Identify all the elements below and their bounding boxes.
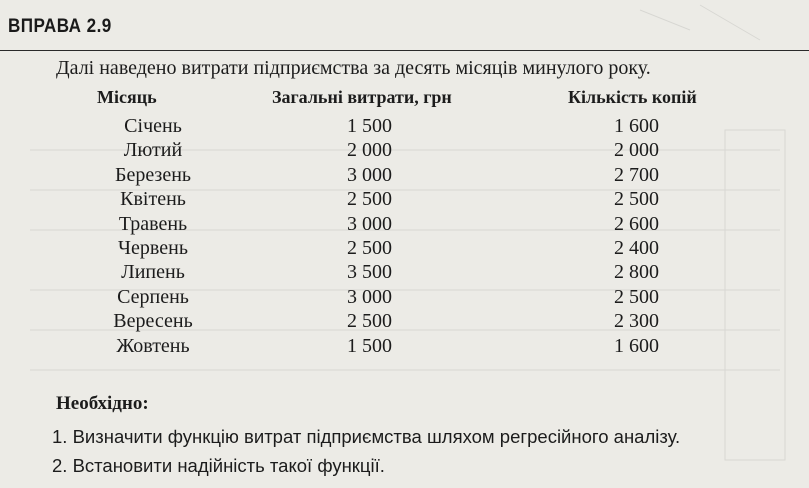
header-total-cost: Загальні витрати, грн (272, 87, 452, 107)
requirement-item: 2. Встановити надійність такої функції. (52, 455, 385, 476)
table-row (0, 285, 809, 309)
table-body (0, 114, 809, 358)
cell-copies: 2 500 (614, 285, 659, 308)
cell-copies: 2 600 (614, 212, 659, 235)
cell-month (90, 236, 240, 260)
cell-month-text: Вересень (113, 310, 193, 333)
cell-month (90, 309, 240, 333)
cell-total-cost: 3 000 (347, 285, 392, 308)
table-row (0, 138, 809, 162)
cell-month (90, 260, 240, 284)
cell-month-text: Січень (124, 115, 182, 137)
cell-month (90, 114, 240, 138)
cell-total-cost: 2 500 (347, 188, 392, 211)
cell-copies: 2 300 (614, 310, 659, 333)
cell-month (90, 163, 240, 187)
cell-month (90, 212, 240, 236)
cell-copies: 2 000 (614, 139, 659, 162)
cell-total-cost: 2 000 (347, 139, 392, 162)
cell-total-cost: 3 000 (347, 212, 392, 235)
cell-month-text: Березень (114, 163, 192, 186)
cell-month (90, 187, 240, 211)
cell-copies: 1 600 (614, 334, 659, 357)
table-row (0, 114, 809, 138)
cell-total-cost: 1 500 (347, 334, 392, 357)
header-copies: Кількість копій (568, 87, 697, 107)
cell-month-text: Травень (118, 212, 188, 235)
cell-total-cost: 2 500 (347, 236, 392, 259)
cell-month-text: Жовтень (116, 334, 190, 357)
table-header-row (0, 86, 809, 114)
cell-month-text: Червень (118, 236, 188, 259)
exercise-header (0, 0, 809, 52)
cell-month-text: Лютий (123, 139, 183, 162)
cell-month-text: Квітень (120, 188, 186, 211)
table-row (0, 260, 809, 284)
header-rule (0, 50, 809, 51)
cell-total-cost: 3 500 (347, 261, 392, 284)
cell-total-cost: 1 500 (347, 115, 392, 137)
cell-total-cost: 3 000 (347, 163, 392, 186)
cell-copies: 2 500 (614, 188, 659, 211)
cell-copies: 1 600 (614, 115, 659, 137)
cell-copies: 2 400 (614, 236, 659, 259)
cell-month (90, 138, 240, 162)
table-row (0, 236, 809, 260)
cell-month-text: Серпень (117, 285, 189, 308)
table-row (0, 187, 809, 211)
cell-copies: 2 800 (614, 261, 659, 284)
cell-copies: 2 700 (614, 163, 659, 186)
cell-month (90, 334, 240, 358)
requirements-heading: Необхідно: (56, 393, 149, 414)
requirement-item: 1. Визначити функцію витрат підприємства шляхом регресійного аналізу. (52, 426, 681, 447)
cell-month-text: Липень (121, 261, 185, 284)
table-row (0, 309, 809, 333)
exercise-intro: Далі наведено витрати підприємства за десять місяців минулого року. (56, 57, 651, 79)
requirements-list (52, 422, 680, 480)
exercise-title: ВПРАВА 2.9 (8, 16, 112, 37)
cell-month (90, 285, 240, 309)
table-row (0, 334, 809, 358)
table-row (0, 212, 809, 236)
table-row (0, 163, 809, 187)
cost-table (0, 86, 809, 358)
cell-total-cost: 2 500 (347, 310, 392, 333)
header-month: Місяць (97, 87, 157, 107)
